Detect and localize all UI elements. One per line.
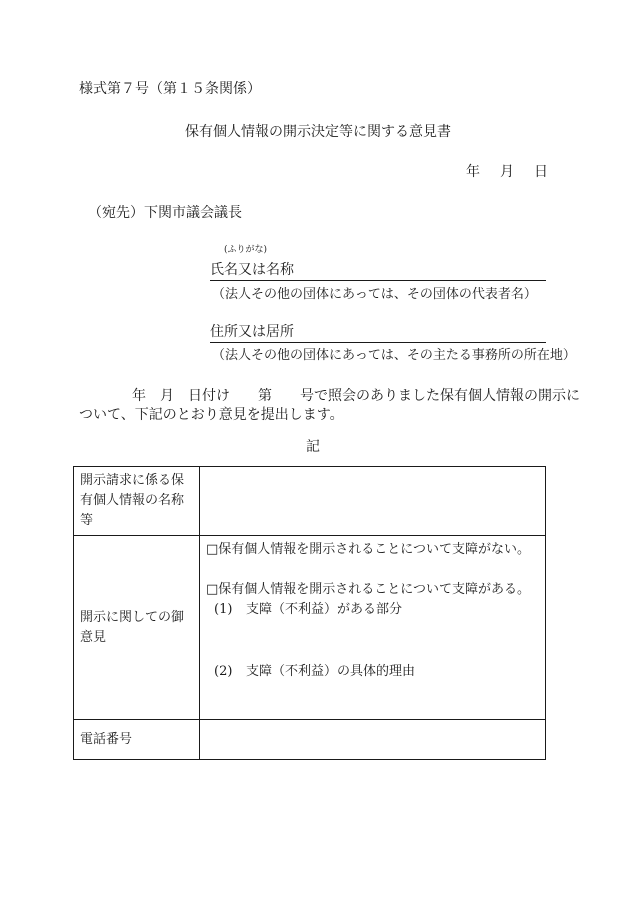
item-reason	[214, 662, 539, 682]
date-month-label: 月	[500, 164, 514, 180]
name-field-note: （法人その他の団体にあっては、その団体の代表者名）	[212, 287, 537, 302]
row-label-phone-text: 電話番号	[80, 731, 133, 747]
option-no-issue[interactable]: □保有個人情報を開示されることについて支障がない。	[206, 542, 531, 557]
phone-cell[interactable]	[200, 720, 546, 760]
table-row-name	[74, 467, 546, 536]
option-has-issue[interactable]: □保有個人情報を開示されることについて支障がある。	[206, 582, 531, 597]
addressee: （宛先）下関市議会議長	[88, 205, 242, 221]
body-text-line2: ついて、下記のとおり意見を提出します。	[79, 407, 344, 423]
item-number: (1)	[214, 602, 233, 617]
name-cell[interactable]	[200, 467, 546, 536]
table-row-opinion	[74, 536, 546, 720]
date-year-label: 年	[466, 164, 480, 180]
item-text: 支障（不利益）の具体的理由	[246, 664, 416, 679]
name-field-label: 氏名又は名称	[210, 262, 294, 278]
document-title: 保有個人情報の開示決定等に関する意見書	[185, 124, 451, 140]
form-number: 様式第７号（第１５条関係）	[79, 81, 261, 97]
opinion-cell	[200, 536, 546, 720]
address-field-label: 住所又は居所	[210, 324, 294, 340]
body-text-line1: 年 月 日付け 第 号で照会のありました保有個人情報の開示に	[132, 388, 580, 404]
item-number: (2)	[214, 664, 233, 679]
opinion-table	[73, 466, 546, 760]
row-label-name-text: 開示請求に係る保有個人情報の名称等	[80, 473, 185, 528]
item-affected-part	[214, 600, 539, 620]
row-label-opinion	[74, 536, 200, 720]
row-label-opinion-text: 開示に関しての御意見	[80, 609, 185, 645]
address-field-note: （法人その他の団体にあっては、その主たる事務所の所在地）	[212, 348, 576, 363]
table-row-phone	[74, 720, 546, 760]
name-field[interactable]	[210, 262, 546, 281]
ki-heading: 記	[306, 439, 320, 455]
item-text: 支障（不利益）がある部分	[246, 602, 403, 617]
date-day-label: 日	[534, 164, 548, 180]
address-field[interactable]	[210, 324, 546, 343]
furigana-label: (ふりがな)	[224, 245, 268, 255]
row-label-phone	[74, 720, 200, 760]
row-label-name	[74, 467, 200, 536]
